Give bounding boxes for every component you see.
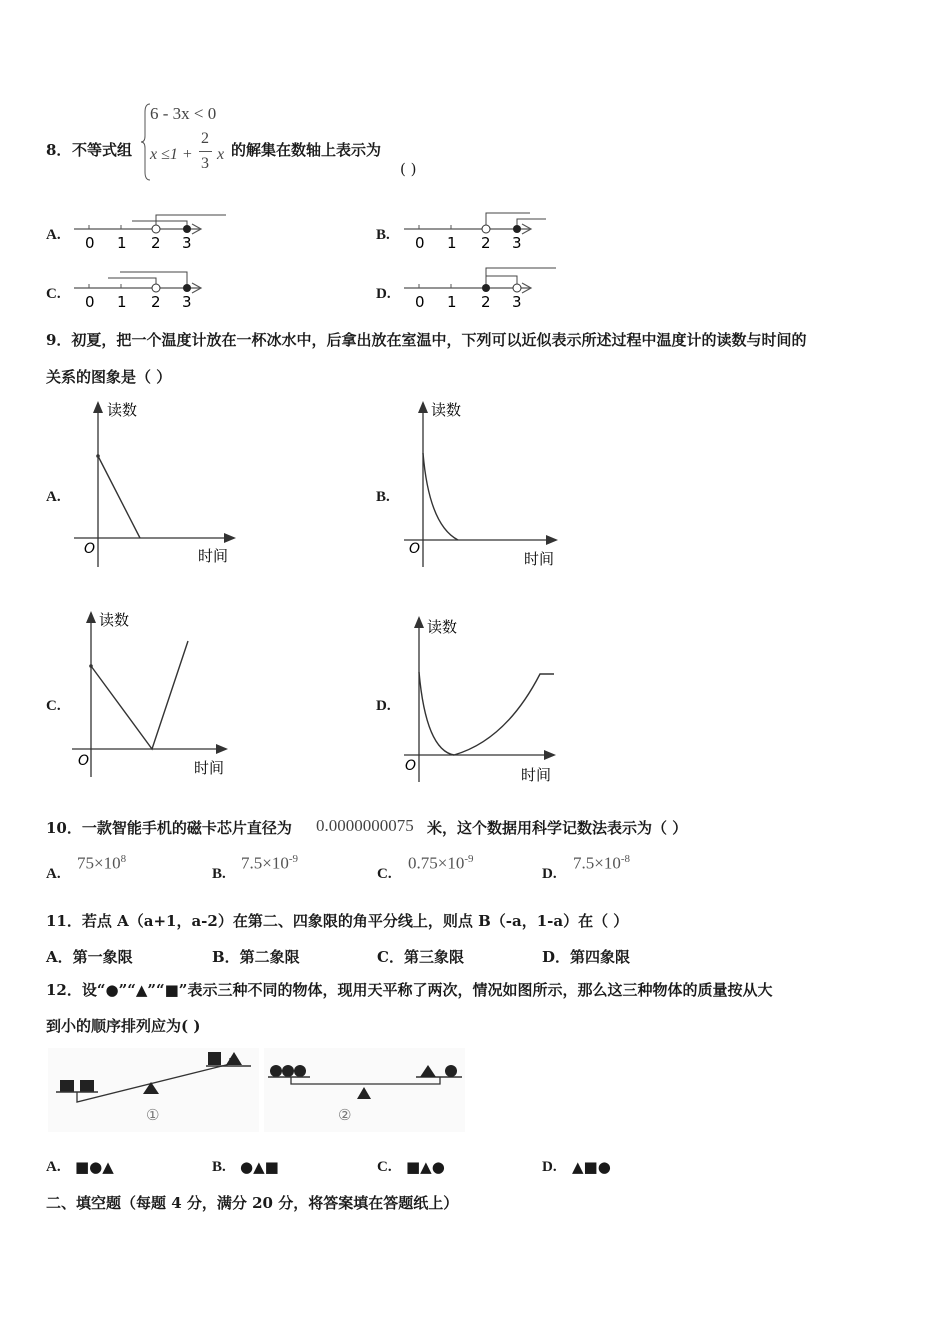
x-axis-label: 时间 xyxy=(521,766,552,784)
tick-label: 0 xyxy=(415,234,425,252)
y-axis-label: 读数 xyxy=(99,611,130,629)
q8-option-d-numberline[interactable] xyxy=(400,264,570,314)
q12-option-b-label[interactable]: B. xyxy=(212,1159,226,1175)
q8-suffix: 的解集在数轴上表示为 xyxy=(231,141,382,159)
q12-option-c[interactable]: ■▲● xyxy=(406,1158,445,1176)
tick-label: 2 xyxy=(481,234,491,252)
origin-label: O xyxy=(409,541,421,557)
figure-label-2: ② xyxy=(338,1106,352,1124)
tick-label: 3 xyxy=(512,234,522,252)
y-axis-label: 读数 xyxy=(107,401,138,419)
tick-label: 1 xyxy=(447,234,457,252)
q8-option-b-label[interactable]: B. xyxy=(376,227,390,243)
origin-label: O xyxy=(78,753,90,769)
q9-option-c-label[interactable]: C. xyxy=(46,698,61,714)
tick-label: 0 xyxy=(85,234,95,252)
q9-graph-c[interactable] xyxy=(66,605,246,785)
q9-text-line2: 关系的图象是（ ） xyxy=(46,368,172,386)
q8-inequality-2-var: x xyxy=(217,146,225,163)
tick-label: 1 xyxy=(117,234,127,252)
q9-option-b-label[interactable]: B. xyxy=(376,489,390,505)
q10-text-before: 10．一款智能手机的磁卡芯片直径为 xyxy=(46,819,292,837)
tick-label: 2 xyxy=(151,234,161,252)
q11-option-d[interactable]: D．第四象限 xyxy=(542,948,631,966)
q10-option-b-value[interactable]: $7.5\times 10^{-9}$ xyxy=(241,853,299,873)
origin-label: O xyxy=(84,541,96,557)
q8-option-c-numberline[interactable] xyxy=(70,264,240,314)
tick-label: 3 xyxy=(182,234,192,252)
origin-label: O xyxy=(405,758,417,774)
q8-option-b-numberline[interactable] xyxy=(400,205,570,255)
q9-graph-d[interactable] xyxy=(396,610,576,790)
q10-option-a-value[interactable]: $75\times 10^8$ xyxy=(77,853,127,873)
q12-option-b[interactable]: ●▲■ xyxy=(240,1158,279,1176)
q12-option-a-label[interactable]: A. xyxy=(46,1159,61,1175)
q8-inequality-1: 6 - 3x < 0 xyxy=(150,104,217,123)
q10-option-d-value[interactable]: $7.5\times 10^{-8}$ xyxy=(573,853,631,873)
x-axis-label: 时间 xyxy=(194,759,225,777)
y-axis-label: 读数 xyxy=(427,618,458,636)
q8-option-a-label[interactable]: A. xyxy=(46,227,61,243)
q9-graph-b[interactable] xyxy=(396,395,576,570)
q11-option-c[interactable]: C．第三象限 xyxy=(377,948,464,966)
q9-option-a-label[interactable]: A. xyxy=(46,489,61,505)
q12-balance-2 xyxy=(262,1046,467,1134)
q8-prefix: 不等式组 xyxy=(72,141,133,159)
section-2-title: 二、填空题（每题 4 分，满分 20 分，将答案填在答题纸上） xyxy=(46,1194,459,1212)
q9-option-d-label[interactable]: D. xyxy=(376,698,391,714)
q12-text-line1: 12．设“●”“▲”“■”表示三种不同的物体，现用天平称了两次，情况如图所示，那么这三种物体的质量按从大 xyxy=(46,981,773,999)
tick-label: 0 xyxy=(415,293,425,311)
x-axis-label: 时间 xyxy=(198,547,229,565)
q10-option-b-label[interactable]: B. xyxy=(212,866,226,882)
q11-option-a[interactable]: A．第一象限 xyxy=(46,948,133,966)
tick-label: 3 xyxy=(512,293,522,311)
q11-text: 11．若点 A（a+1，a-2）在第二、四象限的角平分线上，则点 B（-a，1-a）在（ ） xyxy=(46,912,629,930)
q9-graph-a[interactable] xyxy=(66,395,246,570)
tick-label: 0 xyxy=(85,293,95,311)
q10-option-d-label[interactable]: D. xyxy=(542,866,557,882)
tick-label: 3 xyxy=(182,293,192,311)
q12-option-d-label[interactable]: D. xyxy=(542,1159,557,1175)
q8-fraction-denominator: 3 xyxy=(201,155,209,172)
q10-option-c-value[interactable]: $0.75\times 10^{-9}$ xyxy=(408,853,474,873)
tick-label: 1 xyxy=(117,293,127,311)
q8-fraction-bar xyxy=(199,151,212,152)
q8-fraction-numerator: 2 xyxy=(201,130,209,147)
q12-option-a[interactable]: ■●▲ xyxy=(75,1158,114,1176)
q12-option-d[interactable]: ▲■● xyxy=(572,1158,611,1176)
tick-label: 2 xyxy=(481,293,491,311)
q8-answer-paren: ( ) xyxy=(400,160,417,178)
q12-balance-1 xyxy=(46,1046,261,1134)
q12-text-line2: 到小的顺序排列应为( ) xyxy=(46,1017,201,1035)
y-axis-label: 读数 xyxy=(431,401,462,419)
tick-label: 2 xyxy=(151,293,161,311)
q10-option-a-label[interactable]: A. xyxy=(46,866,61,882)
q10-text-after: 米，这个数据用科学记数法表示为（ ） xyxy=(427,819,688,837)
q11-option-b[interactable]: B．第二象限 xyxy=(212,948,300,966)
q8-option-c-label[interactable]: C. xyxy=(46,286,61,302)
x-axis-label: 时间 xyxy=(524,550,555,568)
q10-option-c-label[interactable]: C. xyxy=(377,866,392,882)
q12-option-c-label[interactable]: C. xyxy=(377,1159,392,1175)
tick-label: 1 xyxy=(447,293,457,311)
q8-number: 8． xyxy=(46,141,72,159)
q10-value: 0.0000000075 xyxy=(316,816,414,835)
figure-label-1: ① xyxy=(146,1106,160,1124)
q8-option-d-label[interactable]: D. xyxy=(376,286,391,302)
q9-text-line1: 9．初夏，把一个温度计放在一杯冰水中，后拿出放在室温中，下列可以近似表示所述过程中温度计的读数与时间的 xyxy=(46,331,807,349)
q8-option-a-numberline[interactable] xyxy=(70,205,240,255)
q8-inequality-2-left: x ≤1 + xyxy=(150,146,193,163)
